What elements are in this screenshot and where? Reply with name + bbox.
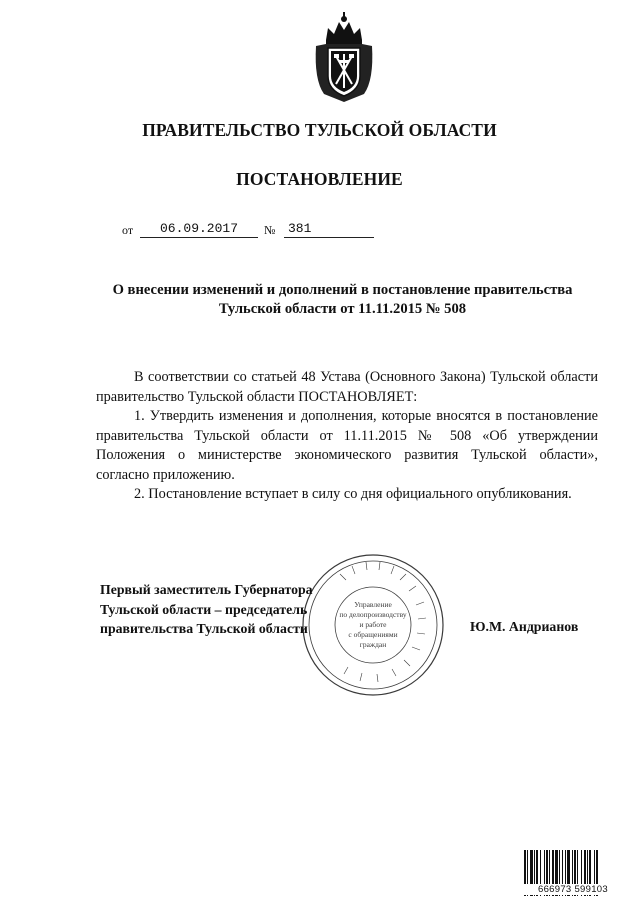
body-paragraph-preamble: В соответствии со статьей 48 Устава (Основного Закона) Тульской области правительство Тульской области ПОСТАНОВЛЯЕТ: bbox=[96, 369, 598, 405]
document-date: 06.09.2017 bbox=[140, 221, 258, 238]
document-body bbox=[96, 368, 598, 505]
position-line-2: Тульской области – председатель bbox=[100, 601, 308, 617]
position-line-3: правительства Тульской области bbox=[100, 621, 308, 636]
position-line-1: Первый заместитель Губернатора bbox=[100, 582, 313, 597]
stamp-line-2: по делопроизводству bbox=[339, 610, 407, 619]
title-line-2: Тульской области от 11.11.2015 № 508 bbox=[218, 301, 467, 317]
signatory-name: Ю.М. Андрианов bbox=[470, 619, 579, 634]
stamp-line-3: и работе bbox=[359, 620, 387, 629]
document-type: ПОСТАНОВЛЕНИЕ bbox=[236, 169, 403, 189]
date-label: от bbox=[122, 223, 134, 237]
body-paragraph-item-1: 1. Утвердить изменения и дополнения, которые вносятся в постановление правительства Тульской области от 11.11.2015 № 508 «Об утверждении Положения о министерстве экономического развития Тульской области», согласно приложению. bbox=[96, 408, 598, 483]
barcode-number: 666973 599103 bbox=[523, 884, 623, 895]
document-title bbox=[90, 281, 595, 319]
stamp-line-5: граждан bbox=[359, 640, 387, 649]
signatory-position bbox=[100, 580, 350, 639]
government-name: ПРАВИТЕЛЬСТВО ТУЛЬСКОЙ ОБЛАСТИ bbox=[142, 120, 497, 140]
number-label: № bbox=[264, 223, 276, 237]
document-number: 381 bbox=[284, 221, 374, 238]
document-meta bbox=[122, 219, 382, 241]
coat-of-arms-icon bbox=[312, 10, 376, 104]
stamp-line-4: с обращениями bbox=[348, 630, 398, 639]
title-line-1: О внесении изменений и дополнений в постановление правительства bbox=[112, 282, 573, 298]
body-paragraph-item-2: 2. Постановление вступает в силу со дня официального опубликования. bbox=[134, 486, 572, 502]
stamp-line-1: Управление bbox=[354, 600, 392, 609]
